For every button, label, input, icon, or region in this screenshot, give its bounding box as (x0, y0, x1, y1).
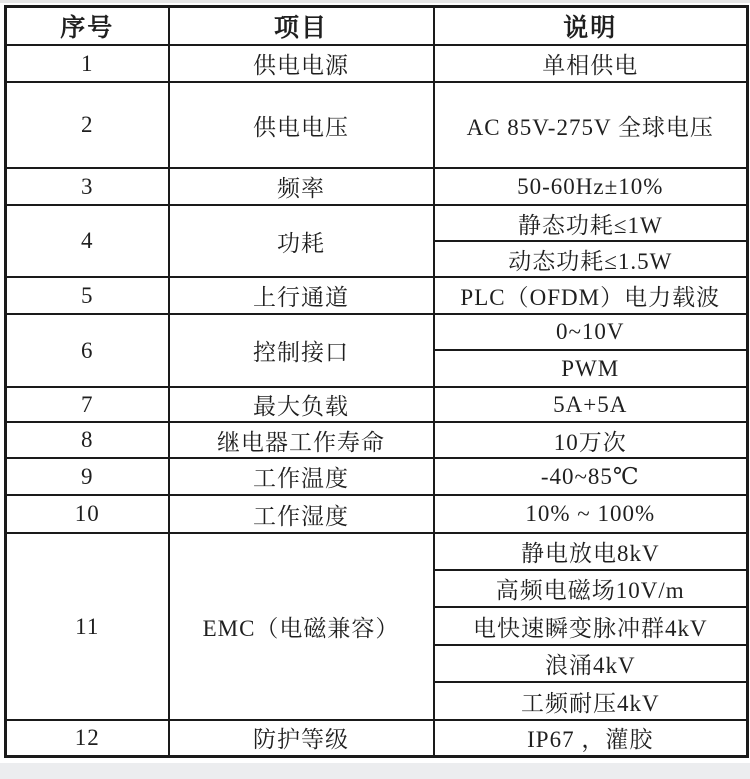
cell-item: 继电器工作寿命 (169, 422, 434, 458)
table-row (6, 82, 748, 168)
cell-detail: 10% ~ 100% (434, 495, 748, 533)
table-row (6, 495, 748, 533)
table-row (6, 314, 748, 350)
cell-no: 6 (6, 314, 169, 387)
cell-no: 11 (6, 533, 169, 720)
table-row (6, 533, 748, 570)
cell-no: 1 (6, 45, 169, 82)
cell-item: 控制接口 (169, 314, 434, 387)
col-header-item: 项目 (169, 7, 434, 46)
cell-detail: 静态功耗≤1W (434, 205, 748, 241)
cell-detail: 单相供电 (434, 45, 748, 82)
page-bottom-band (0, 763, 750, 779)
cell-detail: 50-60Hz±10% (434, 168, 748, 205)
cell-detail: 动态功耗≤1.5W (434, 241, 748, 277)
cell-item: EMC（电磁兼容） (169, 533, 434, 720)
cell-detail: 0~10V (434, 314, 748, 350)
table-row (6, 277, 748, 314)
cell-no: 8 (6, 422, 169, 458)
spec-table (4, 5, 749, 758)
table-row (6, 168, 748, 205)
col-header-desc: 说明 (434, 7, 748, 46)
cell-no: 5 (6, 277, 169, 314)
cell-no: 12 (6, 720, 169, 756)
cell-no: 4 (6, 205, 169, 277)
cell-detail: 静电放电8kV (434, 533, 748, 570)
cell-item: 供电电源 (169, 45, 434, 82)
cell-no: 9 (6, 458, 169, 495)
cell-item: 防护等级 (169, 720, 434, 756)
cell-item: 最大负载 (169, 387, 434, 422)
cell-item: 功耗 (169, 205, 434, 277)
cell-detail: 高频电磁场10V/m (434, 570, 748, 607)
table-row (6, 422, 748, 458)
cell-detail: 浪涌4kV (434, 645, 748, 682)
cell-no: 7 (6, 387, 169, 422)
cell-no: 10 (6, 495, 169, 533)
page-top-strip (0, 0, 750, 3)
cell-item: 上行通道 (169, 277, 434, 314)
cell-item: 供电电压 (169, 82, 434, 168)
cell-no: 2 (6, 82, 169, 168)
cell-detail: IP67 ，灌胶 (434, 720, 748, 756)
table-row (6, 720, 748, 756)
cell-detail: AC 85V-275V 全球电压 (434, 82, 748, 168)
cell-detail: 工频耐压4kV (434, 682, 748, 720)
cell-item: 频率 (169, 168, 434, 205)
cell-detail: 10万次 (434, 422, 748, 458)
cell-item: 工作湿度 (169, 495, 434, 533)
cell-detail: PLC（OFDM）电力载波 (434, 277, 748, 314)
cell-detail: PWM (434, 350, 748, 387)
table-row (6, 387, 748, 422)
table-row (6, 45, 748, 82)
cell-no: 3 (6, 168, 169, 205)
table-row (6, 458, 748, 495)
cell-item: 工作温度 (169, 458, 434, 495)
table-header-row (6, 7, 748, 46)
cell-detail: 电快速瞬变脉冲群4kV (434, 607, 748, 645)
col-header-no: 序号 (6, 7, 169, 46)
table-row (6, 205, 748, 241)
cell-detail: 5A+5A (434, 387, 748, 422)
cell-detail: -40~85℃ (434, 458, 748, 495)
